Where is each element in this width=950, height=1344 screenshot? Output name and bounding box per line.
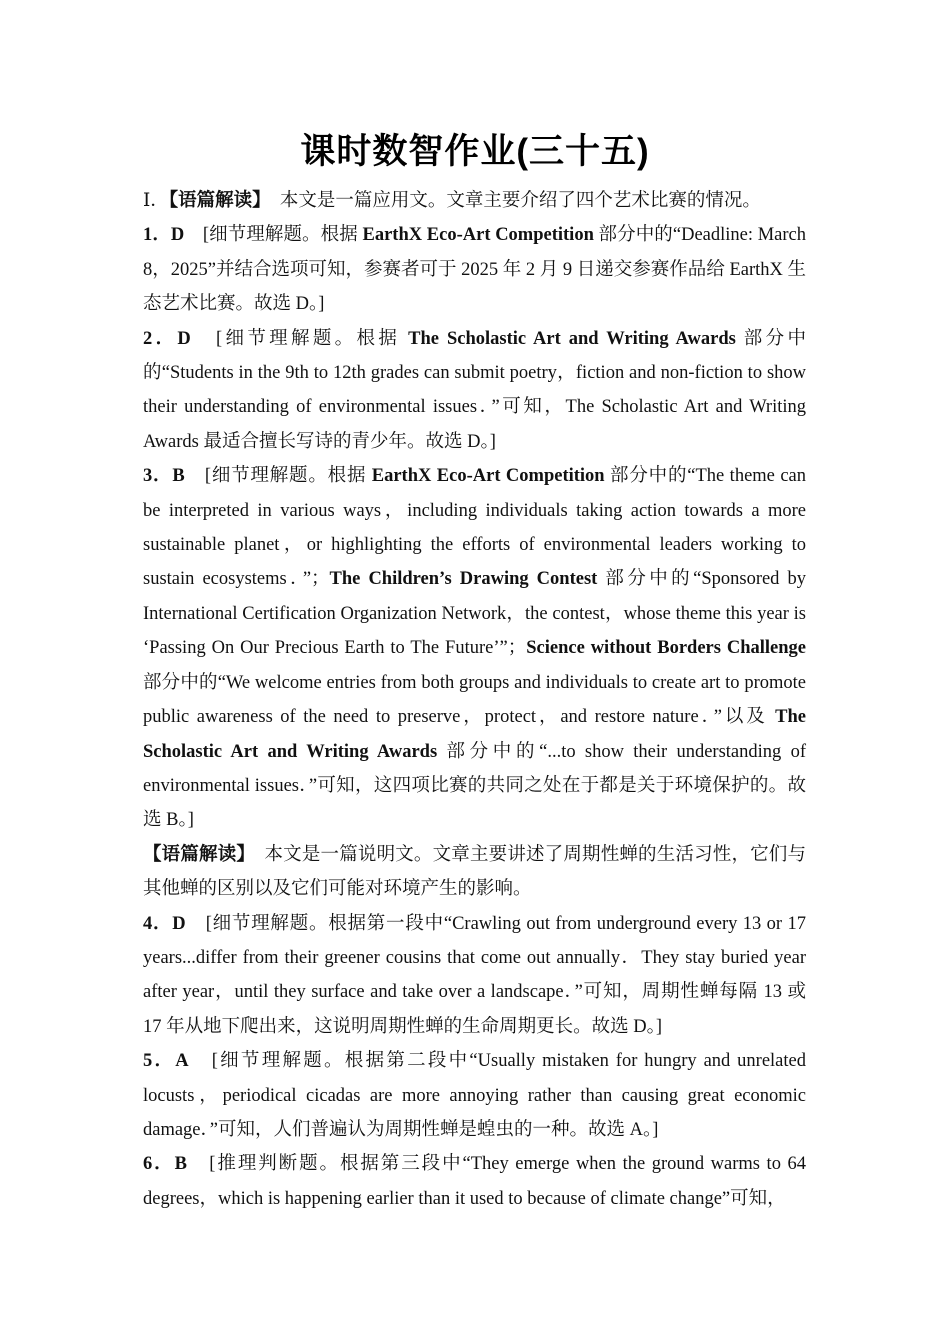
q2-text-1: [细节理解题。根据 bbox=[190, 328, 409, 349]
q3-bold-3: Science without Borders Challenge bbox=[526, 638, 807, 659]
q3-bold-1: EarthX Eco-Art Competition bbox=[371, 466, 605, 487]
q4-text-1: [细节理解题。根据第一段中“Crawling out from underground every 13 or 17 years...differ from their greener cousins that come out annually．They stay buried year after year，until they surface and take over a landscape．”可知，周期性蝉每隔 13 或 17 年从地下爬出来，这说明周期性蝉的生命周期更长。故选 D。] bbox=[143, 913, 806, 1037]
page-title: 课时数智作业(三十五) bbox=[300, 132, 650, 171]
q1-text-2: 部分中的“Deadline: March 8，2025”并结合选项可知，参赛者可于 2025 年 2 月 9 日递交参赛作品给 EarthX 生态艺术比赛。故选 D。] bbox=[143, 225, 806, 315]
section-1-intro bbox=[143, 184, 806, 218]
q3-text-2: 部分中的“The theme can be interpreted in various ways，including individuals taking action towards a more sustainable planet，or highlighting the efforts of environmental leaders working to sustain ecosystems．”； bbox=[143, 466, 806, 590]
q1-number: 1．D bbox=[143, 225, 185, 246]
q3-bold-2: The Children’s Drawing Contest bbox=[329, 569, 598, 590]
answer-q1 bbox=[143, 218, 806, 321]
q2-number: 2．D bbox=[143, 328, 191, 349]
q6-text-1: [推理判断题。根据第三段中“They emerge when the ground warms to 64 degrees，which is happening earlier than it used to because of climate change”可知， bbox=[143, 1154, 807, 1209]
section-1-text: 本文是一篇应用文。文章主要介绍了四个艺术比赛的情况。 bbox=[261, 191, 761, 211]
section-2-intro bbox=[143, 838, 806, 907]
section-1-tag: 【语篇解读】 bbox=[168, 191, 262, 211]
answer-q5 bbox=[143, 1044, 806, 1147]
section-1-prefix: Ⅰ． bbox=[143, 191, 169, 211]
answer-q4 bbox=[143, 907, 806, 1045]
q3-bold-4: The Scholastic Art and Writing Awards bbox=[143, 707, 806, 762]
q4-number: 4．D bbox=[143, 913, 186, 934]
q5-number: 5．A bbox=[143, 1051, 189, 1072]
answer-q2 bbox=[143, 322, 806, 460]
q5-text-1: [细节理解题。根据第二段中“Usually mistaken for hungry and unrelated locusts，periodical cicadas are more annoying rather than causing great economic damage．”可知，人们普遍认为周期性蝉是蝗虫的一种。故选 A。] bbox=[143, 1051, 806, 1140]
answer-q3 bbox=[143, 459, 806, 837]
q3-text-1: [细节理解题。根据 bbox=[184, 466, 372, 487]
section-2-text: 本文是一篇说明文。文章主要讲述了周期性蝉的生活习性，它们与其他蝉的区别以及它们可能对环境产生的影响。 bbox=[143, 844, 806, 900]
answer-body bbox=[143, 184, 806, 1216]
answer-q6 bbox=[143, 1147, 806, 1216]
q3-number: 3．B bbox=[143, 466, 185, 487]
q1-bold-1: EarthX Eco-Art Competition bbox=[362, 225, 594, 246]
q3-text-4: 部分中的“We welcome entries from both groups and individuals to create art to promote public awareness of the need to preserve，protect，and restore nature．”以及 bbox=[143, 672, 806, 728]
q2-bold-1: The Scholastic Art and Writing Awards bbox=[408, 328, 736, 349]
q3-text-3: 部分中的“Sponsored by International Certification Organization Network，the contest，whose theme this year is ‘Passing On Our Precious Earth to The Future’”； bbox=[143, 569, 806, 659]
q6-number: 6．B bbox=[143, 1154, 187, 1175]
q1-text-1: [细节理解题。根据 bbox=[184, 225, 363, 246]
q2-text-2: 部分中的“Students in the 9th to 12th grades can submit poetry，fiction and non-fiction to show their understanding of environmental issues．”可知，The Scholastic Art and Writing Awards 最适合擅长写诗的青少年。故选 D。] bbox=[143, 328, 806, 452]
section-2-tag: 【语篇解读】 bbox=[143, 844, 246, 865]
q3-text-5: 部分中的“...to show their understanding of environmental issues．”可知，这四项比赛的共同之处在于都是关于环境保护的。故选 B。] bbox=[143, 741, 806, 831]
